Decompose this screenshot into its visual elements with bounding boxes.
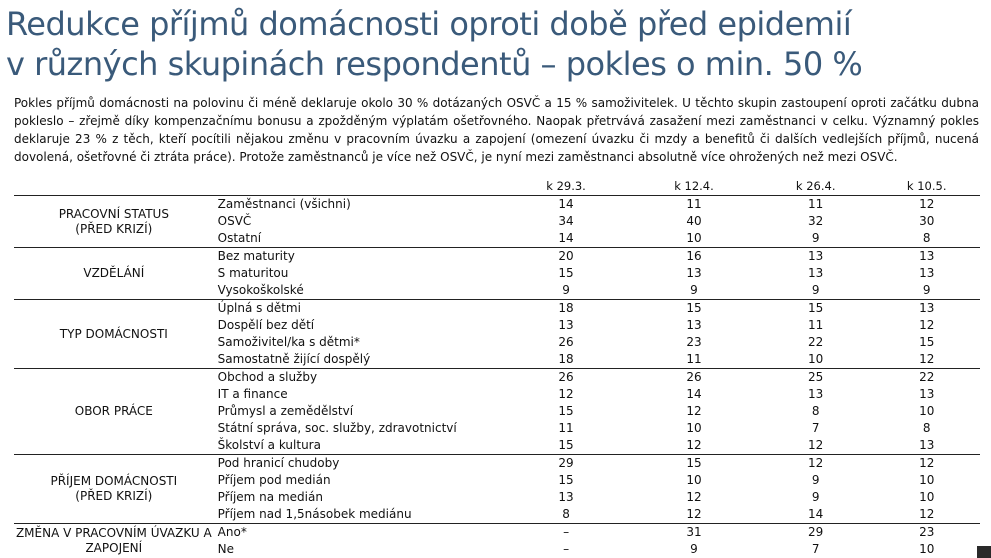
table-cell: 9 bbox=[811, 490, 820, 504]
row-label: Příjem nad 1,5násobek mediánu bbox=[217, 507, 412, 521]
table-cell: 10 bbox=[919, 542, 935, 556]
page-title bbox=[6, 4, 981, 84]
table-cell: 7 bbox=[811, 421, 820, 435]
table-cell: 34 bbox=[558, 214, 574, 228]
row-label: IT a finance bbox=[217, 387, 288, 401]
row-label: OSVČ bbox=[217, 214, 252, 228]
table-cell: 12 bbox=[873, 455, 980, 473]
row-label: Příjem pod medián bbox=[217, 473, 331, 487]
table-cell: 15 bbox=[558, 438, 574, 452]
table-cell: 13 bbox=[873, 300, 980, 318]
table-cell: 14 bbox=[558, 197, 574, 211]
table-cell: 23 bbox=[873, 524, 980, 542]
table-cell: 12 bbox=[808, 438, 824, 452]
intro-paragraph: Pokles příjmů domácnosti na polovinu či méně deklaruje okolo 30 % dotázaných OSVČ a 15 % samoživitelek. U těchto skupin zastoupení oproti začátku dubna pokleslo – zřejmě díky kompenzačnímu bonusu a zpožděným výplatám ošetřovného. Naopak přetrvává zasažení mezi zaměstnanci v celku. Významný pokles deklaruje 23 % z těch, kteří pocítili nějakou změnu v pracovním úvazku a zapojení (omezení úvazku či mzdy a benefitů či dalších vedlejších příjmů, nucená dovolená, ošetřovné či ztráta práce). Protože zaměstnanců je více než OSVČ, je nyní mezi zaměstnanci absolutně více ohrožených než mezi OSVČ. bbox=[14, 96, 979, 164]
table-cell: 29 bbox=[502, 455, 630, 473]
table-cell: 11 bbox=[686, 197, 702, 211]
table-cell: 15 bbox=[558, 404, 574, 418]
table-cell: 7 bbox=[811, 542, 820, 556]
row-group-label: OBOR PRÁCE bbox=[14, 369, 214, 455]
table-cell: 8 bbox=[811, 404, 820, 418]
table-cell: 15 bbox=[758, 300, 873, 318]
table-cell: 26 bbox=[502, 369, 630, 387]
row-group-label: PRACOVNÍ STATUS (PŘED KRIZÍ) bbox=[58, 206, 169, 236]
table-cell: 13 bbox=[808, 387, 824, 401]
table-cell: 15 bbox=[558, 473, 574, 487]
table-cell: 18 bbox=[558, 352, 574, 366]
table-cell: 10 bbox=[919, 490, 935, 504]
table-cell: 13 bbox=[758, 248, 873, 266]
row-label: Průmysl a zemědělství bbox=[217, 404, 354, 418]
row-group-label: TYP DOMÁCNOSTI bbox=[14, 300, 214, 369]
table-cell: 13 bbox=[558, 490, 574, 504]
row-label: Samoživitel/ka s dětmi* bbox=[217, 335, 360, 349]
table-cell: 12 bbox=[686, 404, 702, 418]
table-cell: 10 bbox=[919, 473, 935, 487]
table-row bbox=[14, 196, 980, 214]
row-label: Ano* bbox=[214, 524, 502, 542]
table-cell: 10 bbox=[686, 473, 702, 487]
table-cell: 12 bbox=[558, 387, 574, 401]
table-cell: 12 bbox=[758, 455, 873, 473]
table-cell: 11 bbox=[808, 318, 824, 332]
table-cell: 11 bbox=[686, 352, 702, 366]
title-line-1: Redukce příjmů domácnosti oproti době před epidemií bbox=[6, 5, 852, 43]
row-label: Příjem na medián bbox=[217, 490, 323, 504]
table-cell: 15 bbox=[630, 455, 758, 473]
table-cell: 15 bbox=[558, 266, 574, 280]
row-label: Pod hranicí chudoby bbox=[214, 455, 502, 473]
table-cell: 9 bbox=[811, 231, 820, 245]
row-label: Samostatně žijící dospělý bbox=[217, 352, 371, 366]
column-header: k 10.5. bbox=[873, 178, 980, 196]
table-cell: 10 bbox=[686, 421, 702, 435]
row-label: Školství a kultura bbox=[217, 438, 321, 452]
table-cell: 14 bbox=[558, 231, 574, 245]
table-cell: 20 bbox=[502, 248, 630, 266]
column-header: k 29.3. bbox=[502, 178, 630, 196]
table-cell: 15 bbox=[630, 300, 758, 318]
table-cell: 22 bbox=[808, 335, 824, 349]
slide-corner-mark bbox=[977, 546, 991, 558]
table-row bbox=[14, 248, 980, 266]
table-cell: 12 bbox=[919, 197, 935, 211]
row-label: Bez maturity bbox=[214, 248, 502, 266]
table-cell: 12 bbox=[919, 352, 935, 366]
table-cell: 9 bbox=[811, 283, 820, 297]
row-label: S maturitou bbox=[217, 266, 289, 280]
table-cell: 12 bbox=[919, 318, 935, 332]
table-row bbox=[14, 455, 980, 473]
table-cell: 40 bbox=[686, 214, 702, 228]
table-cell: 13 bbox=[919, 387, 935, 401]
table-cell: 32 bbox=[808, 214, 824, 228]
column-header: k 12.4. bbox=[630, 178, 758, 196]
table-cell: 9 bbox=[922, 283, 931, 297]
table-cell: 18 bbox=[502, 300, 630, 318]
table-cell: 8 bbox=[562, 507, 570, 521]
table-cell: 12 bbox=[686, 438, 702, 452]
table-cell: 9 bbox=[690, 542, 698, 556]
table-cell: 12 bbox=[686, 490, 702, 504]
row-group-label: PŘÍJEM DOMÁCNOSTI (PŘED KRIZÍ) bbox=[14, 455, 214, 524]
header-spacer-group bbox=[14, 178, 214, 196]
table-cell: 10 bbox=[686, 231, 702, 245]
table-cell: 13 bbox=[919, 266, 935, 280]
table-row bbox=[14, 300, 980, 318]
table-cell: 29 bbox=[758, 524, 873, 542]
table-cell: 26 bbox=[558, 335, 574, 349]
table-cell: 8 bbox=[922, 231, 931, 245]
table-cell: 14 bbox=[686, 387, 702, 401]
table-cell: 25 bbox=[758, 369, 873, 387]
table-cell: 10 bbox=[808, 352, 824, 366]
row-label: Vysokoškolské bbox=[217, 283, 304, 297]
table-cell: 13 bbox=[558, 318, 574, 332]
table-cell: 13 bbox=[686, 266, 702, 280]
row-group-label: VZDĚLÁNÍ bbox=[14, 248, 214, 300]
table-cell: 13 bbox=[919, 438, 935, 452]
row-label: Dospělí bez dětí bbox=[217, 318, 315, 332]
row-label: Zaměstnanci (všichni) bbox=[217, 197, 351, 211]
row-label: Úplná s dětmi bbox=[214, 300, 502, 318]
table-cell: 13 bbox=[808, 266, 824, 280]
table-row bbox=[14, 369, 980, 387]
table-cell: 22 bbox=[873, 369, 980, 387]
table-cell: 16 bbox=[630, 248, 758, 266]
table-cell: 13 bbox=[686, 318, 702, 332]
header-spacer-label bbox=[214, 178, 502, 196]
table-cell: 9 bbox=[811, 473, 820, 487]
table-cell: 11 bbox=[808, 197, 824, 211]
row-label: Ne bbox=[217, 542, 235, 556]
table-header-row bbox=[14, 178, 980, 196]
table-cell: 15 bbox=[919, 335, 935, 349]
table-cell: 9 bbox=[690, 283, 698, 297]
row-group-label: ZMĚNA V PRACOVNÍM ÚVAZKU A ZAPOJENÍ bbox=[14, 524, 214, 558]
table-cell: 12 bbox=[686, 507, 702, 521]
row-label: Státní správa, soc. služby, zdravotnictví bbox=[217, 421, 457, 435]
table-cell: – bbox=[563, 542, 570, 556]
table-cell: 8 bbox=[922, 421, 931, 435]
table-cell: 12 bbox=[919, 507, 935, 521]
table-row bbox=[14, 524, 980, 542]
row-label: Obchod a služby bbox=[214, 369, 502, 387]
table-cell: 10 bbox=[919, 404, 935, 418]
table-cell: 31 bbox=[630, 524, 758, 542]
column-header: k 26.4. bbox=[758, 178, 873, 196]
table-cell: 30 bbox=[919, 214, 935, 228]
title-line-2: v různých skupinách respondentů – pokles o min. 50 % bbox=[6, 45, 863, 83]
table-cell: 23 bbox=[686, 335, 702, 349]
table-body bbox=[14, 196, 980, 558]
data-table bbox=[14, 178, 980, 558]
table-cell: 14 bbox=[808, 507, 824, 521]
row-label: Ostatní bbox=[217, 231, 262, 245]
table-cell: 11 bbox=[558, 421, 574, 435]
table-cell: 13 bbox=[873, 248, 980, 266]
table-cell: – bbox=[502, 524, 630, 542]
table-cell: 9 bbox=[562, 283, 570, 297]
table-cell: 26 bbox=[630, 369, 758, 387]
